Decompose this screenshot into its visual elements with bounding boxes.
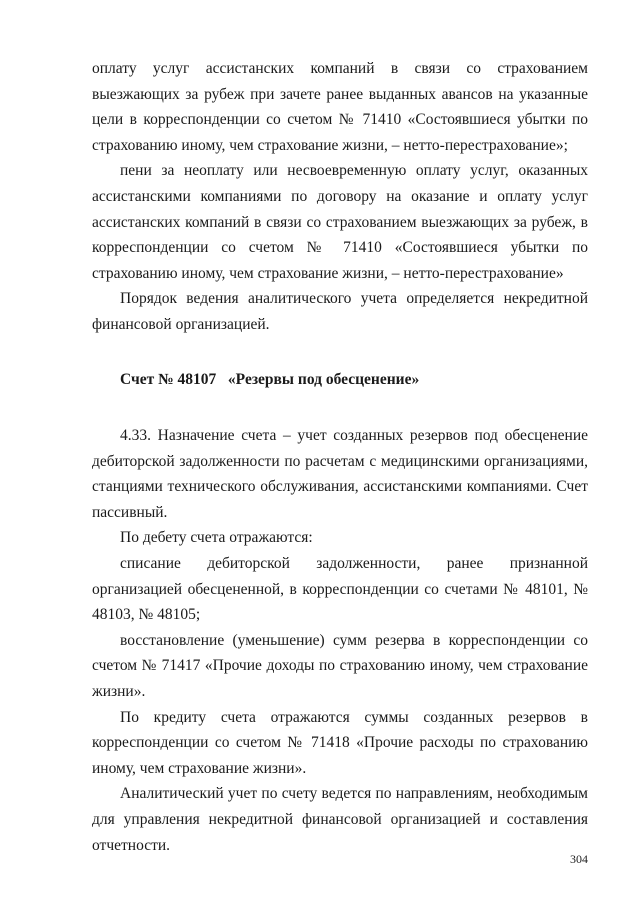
paragraph: 4.33. Назначение счета – учет созданных резервов под обесценение дебиторской задолженности по расчетам с медицинскими организациями, станциями технического обслуживания, ассистанскими компаниями. Счет пассивный. bbox=[92, 427, 588, 521]
page-number: 304 bbox=[570, 852, 588, 866]
paragraph: По дебету счета отражаются: bbox=[120, 529, 313, 547]
paragraph: Порядок ведения аналитического учета определяется некредитной финансовой организацией. bbox=[92, 290, 588, 333]
paragraph: оплату услуг ассистанских компаний в связи со страхованием выезжающих за рубеж при зачете ранее выданных авансов на указанные цели в корреспонденции со счетом № 71410 «Состоявшиеся убытки по страхованию иному, чем страхование жизни, – нетто-перестрахование»; bbox=[92, 60, 588, 154]
section-heading: Счет № 48107 «Резервы под обесценение» bbox=[120, 371, 420, 388]
paragraph: Аналитический учет по счету ведется по направлениям, необходимым для управления некредитной финансовой организацией и составления отчетности. bbox=[92, 785, 588, 854]
paragraph: пени за неоплату или несвоевременную оплату услуг, оказанных ассистанскими компаниями по договору на оказание и оплату услуг ассистанских компаний в связи со страхованием выезжающих за рубеж, в корреспонденции со счетом № 71410 «Состоявшиеся убытки по страхованию иному, чем страхование жизни, – нетто-перестрахование» bbox=[92, 162, 588, 282]
paragraph: списание дебиторской задолженности, ранее признанной организацией обесцененной, в корреспонденции со счетами № 48101, № 48103, № 48105; bbox=[92, 554, 588, 624]
paragraph: По кредиту счета отражаются суммы созданных резервов в корреспонденции со счетом № 71418 «Прочие расходы по страхованию иному, чем страхование жизни». bbox=[92, 708, 588, 777]
document-body-section bbox=[92, 423, 588, 858]
paragraph: восстановление (уменьшение) сумм резерва в корреспонденции со счетом № 71417 «Прочие доходы по страхованию иному, чем страхование жизни». bbox=[92, 631, 588, 700]
document-body-top bbox=[92, 56, 588, 338]
